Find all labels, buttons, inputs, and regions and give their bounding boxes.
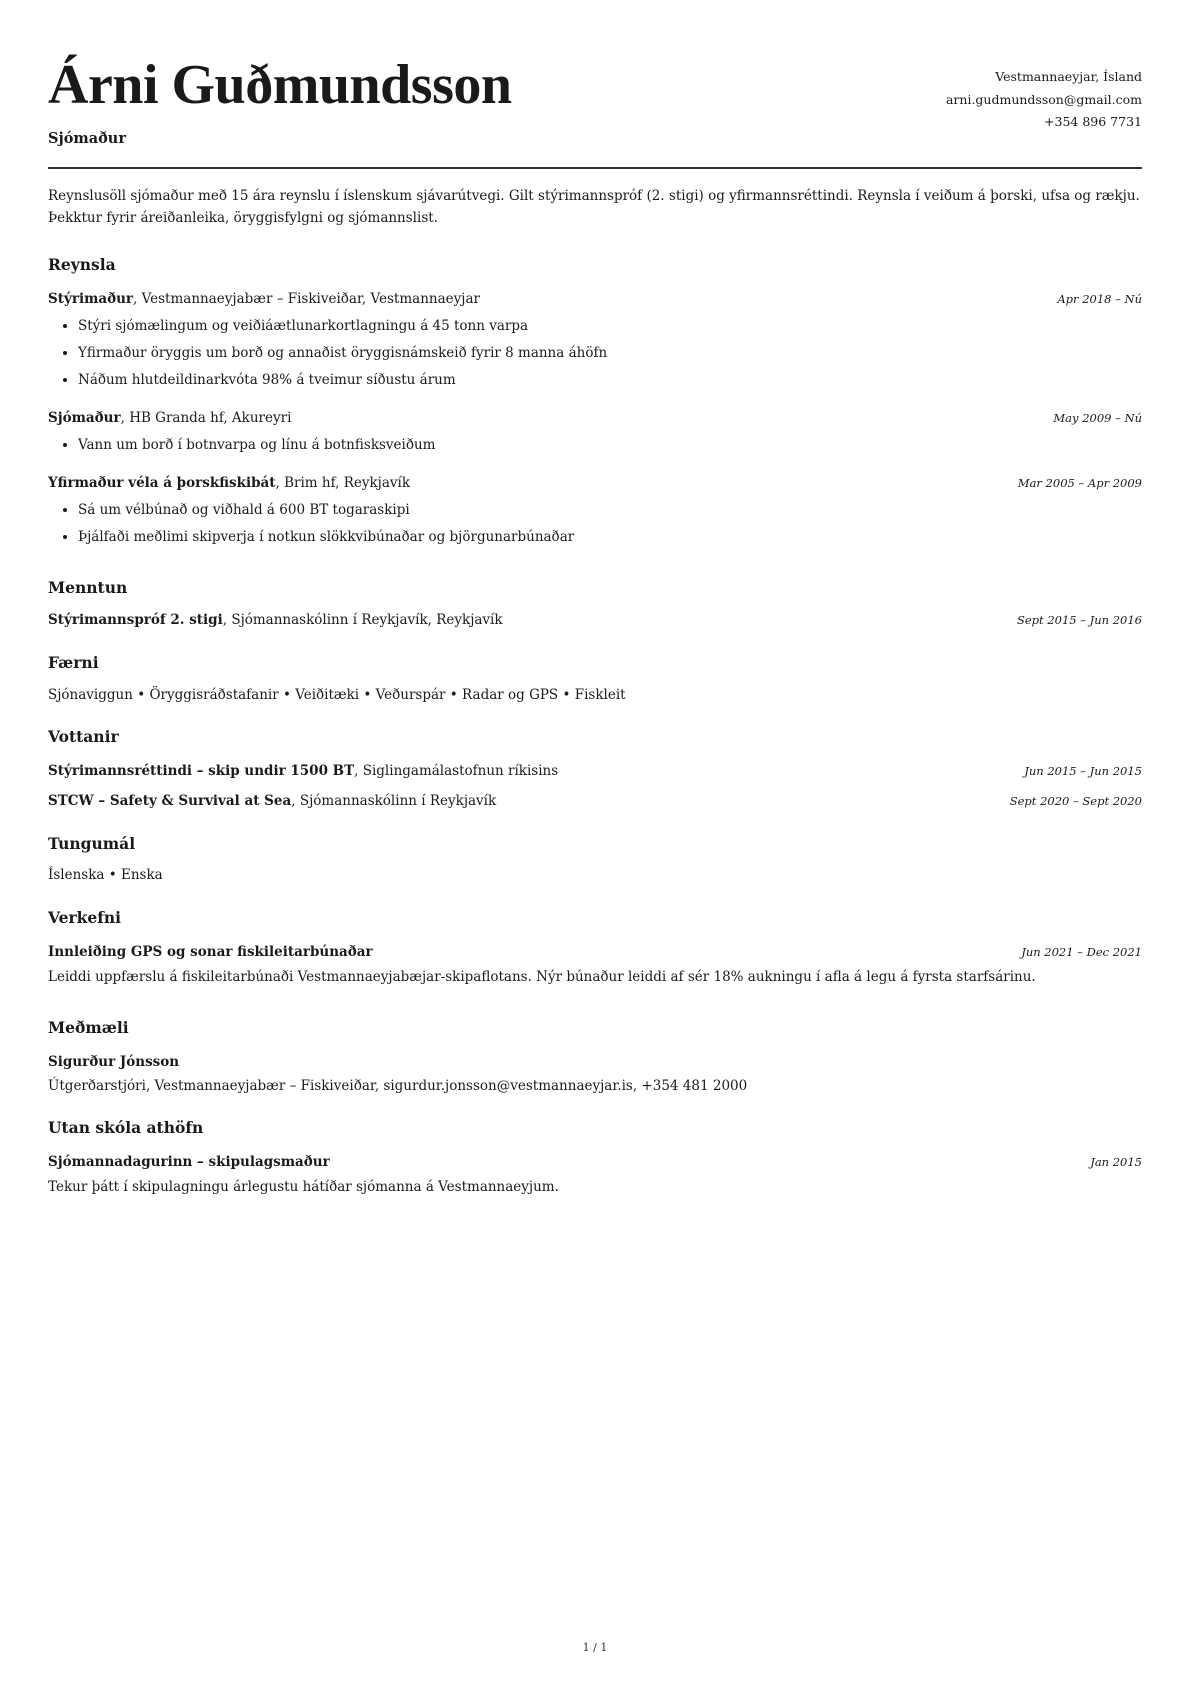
- location: Vestmannaeyjar, Ísland: [995, 69, 1142, 84]
- job-date: May 2009 – Nú: [1053, 411, 1142, 425]
- job-role: Sjómaður: [48, 410, 121, 426]
- cert-date: Sept 2020 – Sept 2020: [1009, 794, 1142, 808]
- education-entry: [48, 608, 1142, 632]
- bullet: • Þjálfaði meðlimi skipverja í notkun slökkvibúnaðar og björgunarbúnaðar: [78, 525, 1142, 549]
- skills-list: Sjónaviggun • Öryggisráðstafanir • Veiðitæki • Veðurspár • Radar og GPS • Fiskleit: [48, 687, 626, 703]
- candidate-name: Árni Guðmundsson: [48, 54, 512, 116]
- job-role: Stýrimaður: [48, 291, 134, 307]
- phone: +354 896 7731: [1044, 114, 1142, 129]
- section-heading-experience: Reynsla: [48, 255, 116, 274]
- job-bullets: [48, 498, 1142, 549]
- job-role: Yfirmaður véla á þorskfiskibát: [48, 475, 276, 491]
- job-entry: [48, 471, 1142, 495]
- reference-detail: Útgerðarstjóri, Vestmannaeyjabær – Fiskiveiðar, sigurdur.jonsson@vestmannaeyjar.is, +354 481 2000: [48, 1078, 748, 1094]
- section-heading-references: Meðmæli: [48, 1018, 129, 1037]
- job-date: Apr 2018 – Nú: [1057, 292, 1142, 306]
- header-divider: [48, 167, 1142, 169]
- job-org: , Brim hf, Reykjavík: [275, 475, 411, 491]
- project-date: Jun 2021 – Dec 2021: [1021, 945, 1142, 959]
- job-org: , HB Granda hf, Akureyri: [120, 410, 292, 426]
- cert-name: Stýrimannsréttindi – skip undir 1500 BT: [48, 763, 355, 779]
- bullet: • Vann um borð í botnvarpa og línu á botnfisksveiðum: [78, 433, 1142, 457]
- education-date: Sept 2015 – Jun 2016: [1017, 613, 1142, 627]
- bullet: • Náðum hlutdeildinarkvóta 98% á tveimur síðustu árum: [78, 368, 1142, 392]
- section-heading-activities: Utan skóla athöfn: [48, 1118, 204, 1137]
- job-entry: [48, 287, 1142, 311]
- reference-name: Sigurður Jónsson: [48, 1054, 180, 1070]
- bullet: • Yfirmaður öryggis um borð og annaðist öryggisnámskeið fyrir 8 manna áhöfn: [78, 341, 1142, 365]
- project-description: Leiddi uppfærslu á fiskileitarbúnaði Vestmannaeyjabæjar-skipaflotans. Nýr búnaður leiddi af sér 18% aukningu í afla á legu á fyrsta starfsárinu.: [48, 969, 1036, 985]
- job-entry: [48, 406, 1142, 430]
- certification-entry: [48, 789, 1142, 813]
- job-org: , Vestmannaeyjabær – Fiskiveiðar, Vestmannaeyjar: [133, 291, 480, 307]
- project-name: Innleiðing GPS og sonar fiskileitarbúnaðar: [48, 944, 373, 960]
- section-heading-education: Menntun: [48, 578, 128, 597]
- section-heading-certifications: Vottanir: [48, 727, 119, 746]
- certification-entry: [48, 759, 1142, 783]
- activity-date: Jan 2015: [1090, 1155, 1142, 1169]
- activity-description: Tekur þátt í skipulagningu árlegustu hátíðar sjómanna á Vestmannaeyjum.: [48, 1179, 559, 1195]
- contact-info: [946, 66, 1142, 134]
- candidate-title: Sjómaður: [48, 130, 126, 147]
- cert-issuer: , Siglingamálastofnun ríkisins: [354, 763, 559, 779]
- activity-entry: [48, 1150, 1142, 1174]
- cert-date: Jun 2015 – Jun 2015: [1024, 764, 1142, 778]
- activity-name: Sjómannadagurinn – skipulagsmaður: [48, 1154, 330, 1170]
- page-number: 1 / 1: [582, 1641, 608, 1654]
- job-bullets: [48, 314, 1142, 392]
- degree: Stýrimannspróf 2. stigi: [48, 612, 223, 628]
- project-entry: [48, 940, 1142, 964]
- section-heading-skills: Færni: [48, 653, 99, 672]
- languages-list: Íslenska • Enska: [48, 867, 163, 883]
- cert-name: STCW – Safety & Survival at Sea: [48, 793, 292, 809]
- summary: Reynslusöll sjómaður með 15 ára reynslu í íslenskum sjávarútvegi. Gilt stýrimannspróf (2. stigi) og yfirmannsréttindi. Reynsla í veiðum á þorski, ufsa og rækju. Þekktur fyrir áreiðanleika, öryggisfylgni og sjómannslist.: [48, 188, 1140, 226]
- bullet: • Stýri sjómælingum og veiðiáætlunarkortlagningu á 45 tonn varpa: [78, 314, 1142, 338]
- cert-issuer: , Sjómannaskólinn í Reykjavík: [291, 793, 497, 809]
- bullet: • Sá um vélbúnað og viðhald á 600 BT togaraskipi: [78, 498, 1142, 522]
- email[interactable]: arni.gudmundsson@gmail.com: [945, 91, 1142, 107]
- section-heading-projects: Verkefni: [48, 908, 122, 927]
- section-heading-languages: Tungumál: [48, 834, 136, 853]
- job-date: Mar 2005 – Apr 2009: [1017, 476, 1142, 490]
- school: , Sjómannaskólinn í Reykjavík, Reykjavík: [222, 612, 503, 628]
- job-bullets: [48, 433, 1142, 457]
